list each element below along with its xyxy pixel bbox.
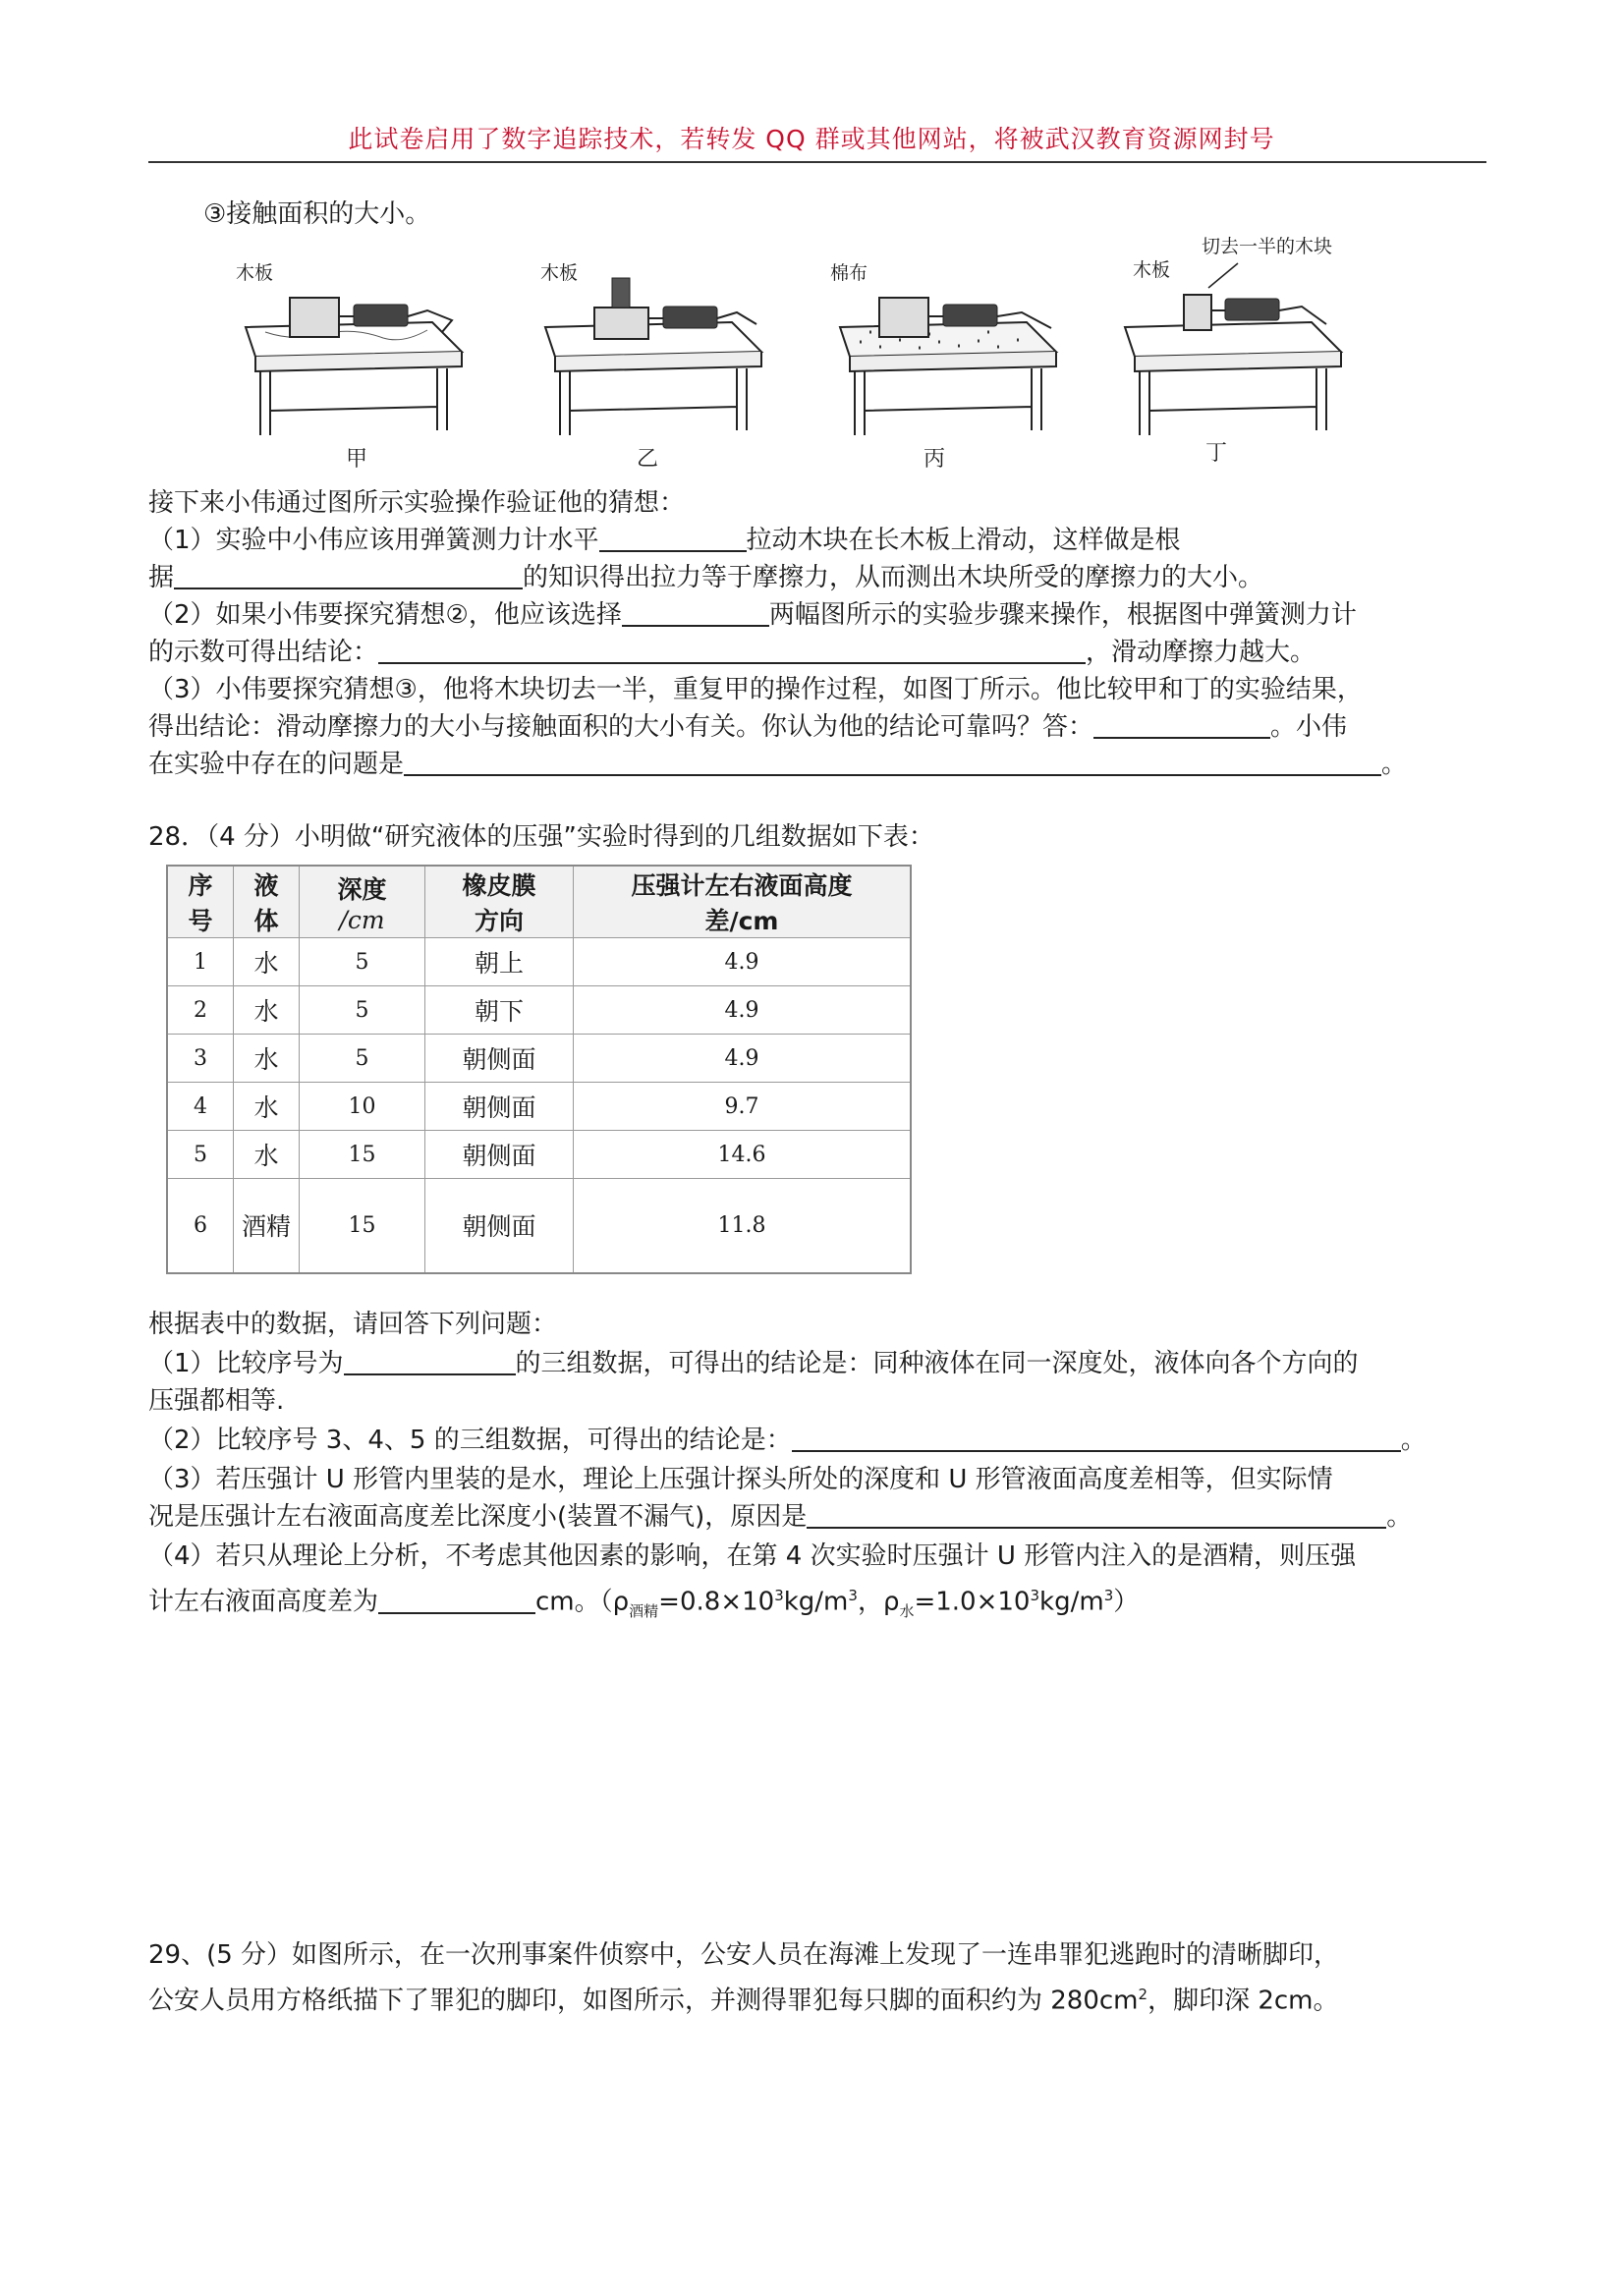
q27-intro: 接下来小伟通过图所示实验操作验证他的猜想：: [148, 488, 686, 518]
figure-yi-tag: 木板: [540, 262, 579, 284]
figure-bing: [830, 234, 1066, 479]
cell-liquid: 水: [234, 1035, 300, 1083]
q27-part1-line2: [148, 560, 1263, 595]
q27-part3-line3: [148, 747, 1407, 782]
q27-p1c: 据: [148, 563, 175, 592]
answer-blank[interactable]: [622, 599, 769, 627]
q27-p2a: （2）如果小伟要探究猜想②，他应该选择: [148, 600, 622, 630]
q28-part2: [148, 1423, 1427, 1458]
cell-index: 4: [167, 1083, 234, 1131]
cell-index: 2: [167, 986, 234, 1035]
cell-depth: 5: [300, 986, 425, 1035]
q28-p3c: 。: [1386, 1502, 1413, 1532]
cell-direction: 朝侧面: [425, 1131, 574, 1179]
figure-jia-caption: 甲: [346, 447, 368, 472]
cell-depth: 5: [300, 1035, 425, 1083]
answer-blank[interactable]: [599, 525, 747, 552]
cell-depth: 15: [300, 1179, 425, 1273]
q29-line2: 公安人员用方格纸描下了罪犯的脚印，如图所示，并测得罪犯每只脚的面积约为 $280cm^2$，脚印深 2cm。: [148, 1986, 1339, 2016]
cell-depth: 10: [300, 1083, 425, 1131]
q28-part3-line2: [148, 1499, 1412, 1535]
q27-part2-line1: [148, 597, 1357, 633]
q27-p3b: 得出结论：滑动摩擦力的大小与接触面积的大小有关。你认为他的结论可靠吗？答：: [148, 712, 1094, 742]
table-row: [167, 1035, 911, 1083]
q27-p3e: 。: [1381, 750, 1408, 779]
cell-direction: 朝上: [425, 938, 574, 986]
q28-part4-line1: （4）若只从理论上分析，不考虑其他因素的影响，在第 4 次实验时压强计 U 形管内注入的是酒精，则压强: [148, 1541, 1357, 1571]
cell-direction: 朝下: [425, 986, 574, 1035]
cell-height-diff: 14.6: [574, 1131, 912, 1179]
q28-intro: 根据表中的数据，请回答下列问题：: [148, 1310, 558, 1339]
answer-blank[interactable]: [404, 749, 1381, 776]
cell-liquid: 酒精: [234, 1179, 300, 1273]
cell-depth: 5: [300, 938, 425, 986]
cell-direction: 朝侧面: [425, 1179, 574, 1273]
figure-ding: [1115, 234, 1366, 479]
cell-height-diff: 4.9: [574, 938, 912, 986]
q27-p3c: 。小伟: [1270, 712, 1348, 742]
cell-height-diff: 11.8: [574, 1179, 912, 1273]
header-cell-membrane-direction: 橡皮膜 方向: [425, 866, 574, 938]
header-cell-liquid: 液 体: [234, 866, 300, 938]
q27-part2-line2: [148, 635, 1315, 670]
q27-p1d: 的知识得出拉力等于摩擦力，从而测出木块所受的摩擦力的大小。: [523, 563, 1264, 592]
cell-index: 3: [167, 1035, 234, 1083]
liquid-pressure-table: [166, 865, 912, 1274]
header-cell-depth: 深度 /cm: [300, 866, 425, 938]
q27-p2d: ，滑动摩擦力越大。: [1086, 638, 1316, 667]
answer-blank[interactable]: [174, 562, 523, 589]
q28-p1a: （1）比较序号为: [148, 1349, 344, 1378]
header-cell-height-difference: 压强计左右液面高度 差/cm: [574, 866, 912, 938]
cell-height-diff: 9.7: [574, 1083, 912, 1131]
answer-blank[interactable]: [807, 1501, 1386, 1529]
table-row: [167, 938, 911, 986]
figure-ding-tag-2: 切去一半的木块: [1202, 236, 1333, 257]
q28-p4b: 计左右液面高度差为: [148, 1587, 379, 1617]
q28-p2a: （2）比较序号 3、4、5 的三组数据，可得出的结论是：: [148, 1426, 792, 1455]
q27-p1b: 拉动木块在长木板上滑动，这样做是根: [746, 526, 1181, 555]
cell-liquid: 水: [234, 938, 300, 986]
cell-liquid: 水: [234, 986, 300, 1035]
table-row: [167, 1179, 911, 1273]
q27-p1a: （1）实验中小伟应该用弹簧测力计水平: [148, 526, 599, 555]
q28-title: 28．（4 分）小明做“研究液体的压强”实验时得到的几组数据如下表：: [148, 822, 934, 852]
figure-ding-tag: 木板: [1133, 259, 1171, 281]
q28-part4-line2: 计左右液面高度差为 cm。（$\rho_{酒精}=0.8\times 10^3kg/m^3$，$\rho_水=1.0\times 10^3kg/m^3$）: [148, 1587, 1140, 1620]
q28-part3-line1: （3）若压强计 U 形管内里装的是水，理论上压强计探头所处的深度和 U 形管液面高度差相等，但实际情: [148, 1465, 1333, 1494]
answer-blank[interactable]: [792, 1425, 1401, 1452]
cell-index: 6: [167, 1179, 234, 1273]
figure-jia: [236, 234, 472, 479]
cell-height-diff: 4.9: [574, 986, 912, 1035]
cell-liquid: 水: [234, 1083, 300, 1131]
cell-index: 5: [167, 1131, 234, 1179]
cell-liquid: 水: [234, 1131, 300, 1179]
q27-part1-line1: [148, 523, 1181, 558]
figure-ding-caption: 丁: [1205, 441, 1228, 466]
table-header-row: [167, 866, 911, 938]
cell-depth: 15: [300, 1131, 425, 1179]
q28-p1b: 的三组数据，可得出的结论是：同种液体在同一深度处，液体向各个方向的: [515, 1349, 1359, 1378]
cell-direction: 朝侧面: [425, 1083, 574, 1131]
header-cell-index: 序 号: [167, 866, 234, 938]
q27-p2b: 两幅图所示的实验步骤来操作，根据图中弹簧测力计: [768, 600, 1357, 630]
figure-jia-tag: 木板: [236, 262, 274, 284]
q27-p3d: 在实验中存在的问题是: [148, 750, 405, 779]
cell-direction: 朝侧面: [425, 1035, 574, 1083]
answer-blank[interactable]: [378, 1587, 535, 1614]
q28-part1-line1: [148, 1346, 1359, 1381]
q29-line1: 29、(5 分）如图所示，在一次刑事案件侦察中，公安人员在海滩上发现了一连串罪犯逃跑时的清晰脚印，: [148, 1940, 1340, 1970]
figure-yi: [535, 234, 771, 479]
figure-yi-caption: 乙: [637, 447, 659, 472]
q28-p2b: 。: [1400, 1426, 1427, 1455]
figure-bing-tag: 棉布: [830, 262, 868, 284]
answer-blank[interactable]: [344, 1348, 516, 1375]
friction-experiment-figures: [236, 234, 1366, 479]
q28-part1-line2: 压强都相等.: [148, 1386, 285, 1416]
header-divider: [148, 161, 1486, 163]
q27-part3-line2: [148, 709, 1347, 745]
q27-part3-line1: （3）小伟要探究猜想③，他将木块切去一半，重复甲的操作过程，如图丁所示。他比较甲和丁的实验结果，: [148, 675, 1363, 704]
guess-3: ③接触面积的大小。: [203, 199, 431, 229]
anti-piracy-header: 此试卷启用了数字追踪技术，若转发 QQ 群或其他网站，将被武汉教育资源网封号: [348, 125, 1275, 153]
table-row: [167, 1083, 911, 1131]
answer-blank[interactable]: [1093, 711, 1270, 739]
answer-blank[interactable]: [378, 637, 1086, 664]
q27-p2c: 的示数可得出结论：: [148, 638, 379, 667]
table-row: [167, 1131, 911, 1179]
q28-p3b: 况是压强计左右液面高度差比深度小(装置不漏气)，原因是: [148, 1502, 808, 1532]
cell-height-diff: 4.9: [574, 1035, 912, 1083]
cell-index: 1: [167, 938, 234, 986]
table-row: [167, 986, 911, 1035]
figure-bing-caption: 丙: [923, 447, 946, 472]
